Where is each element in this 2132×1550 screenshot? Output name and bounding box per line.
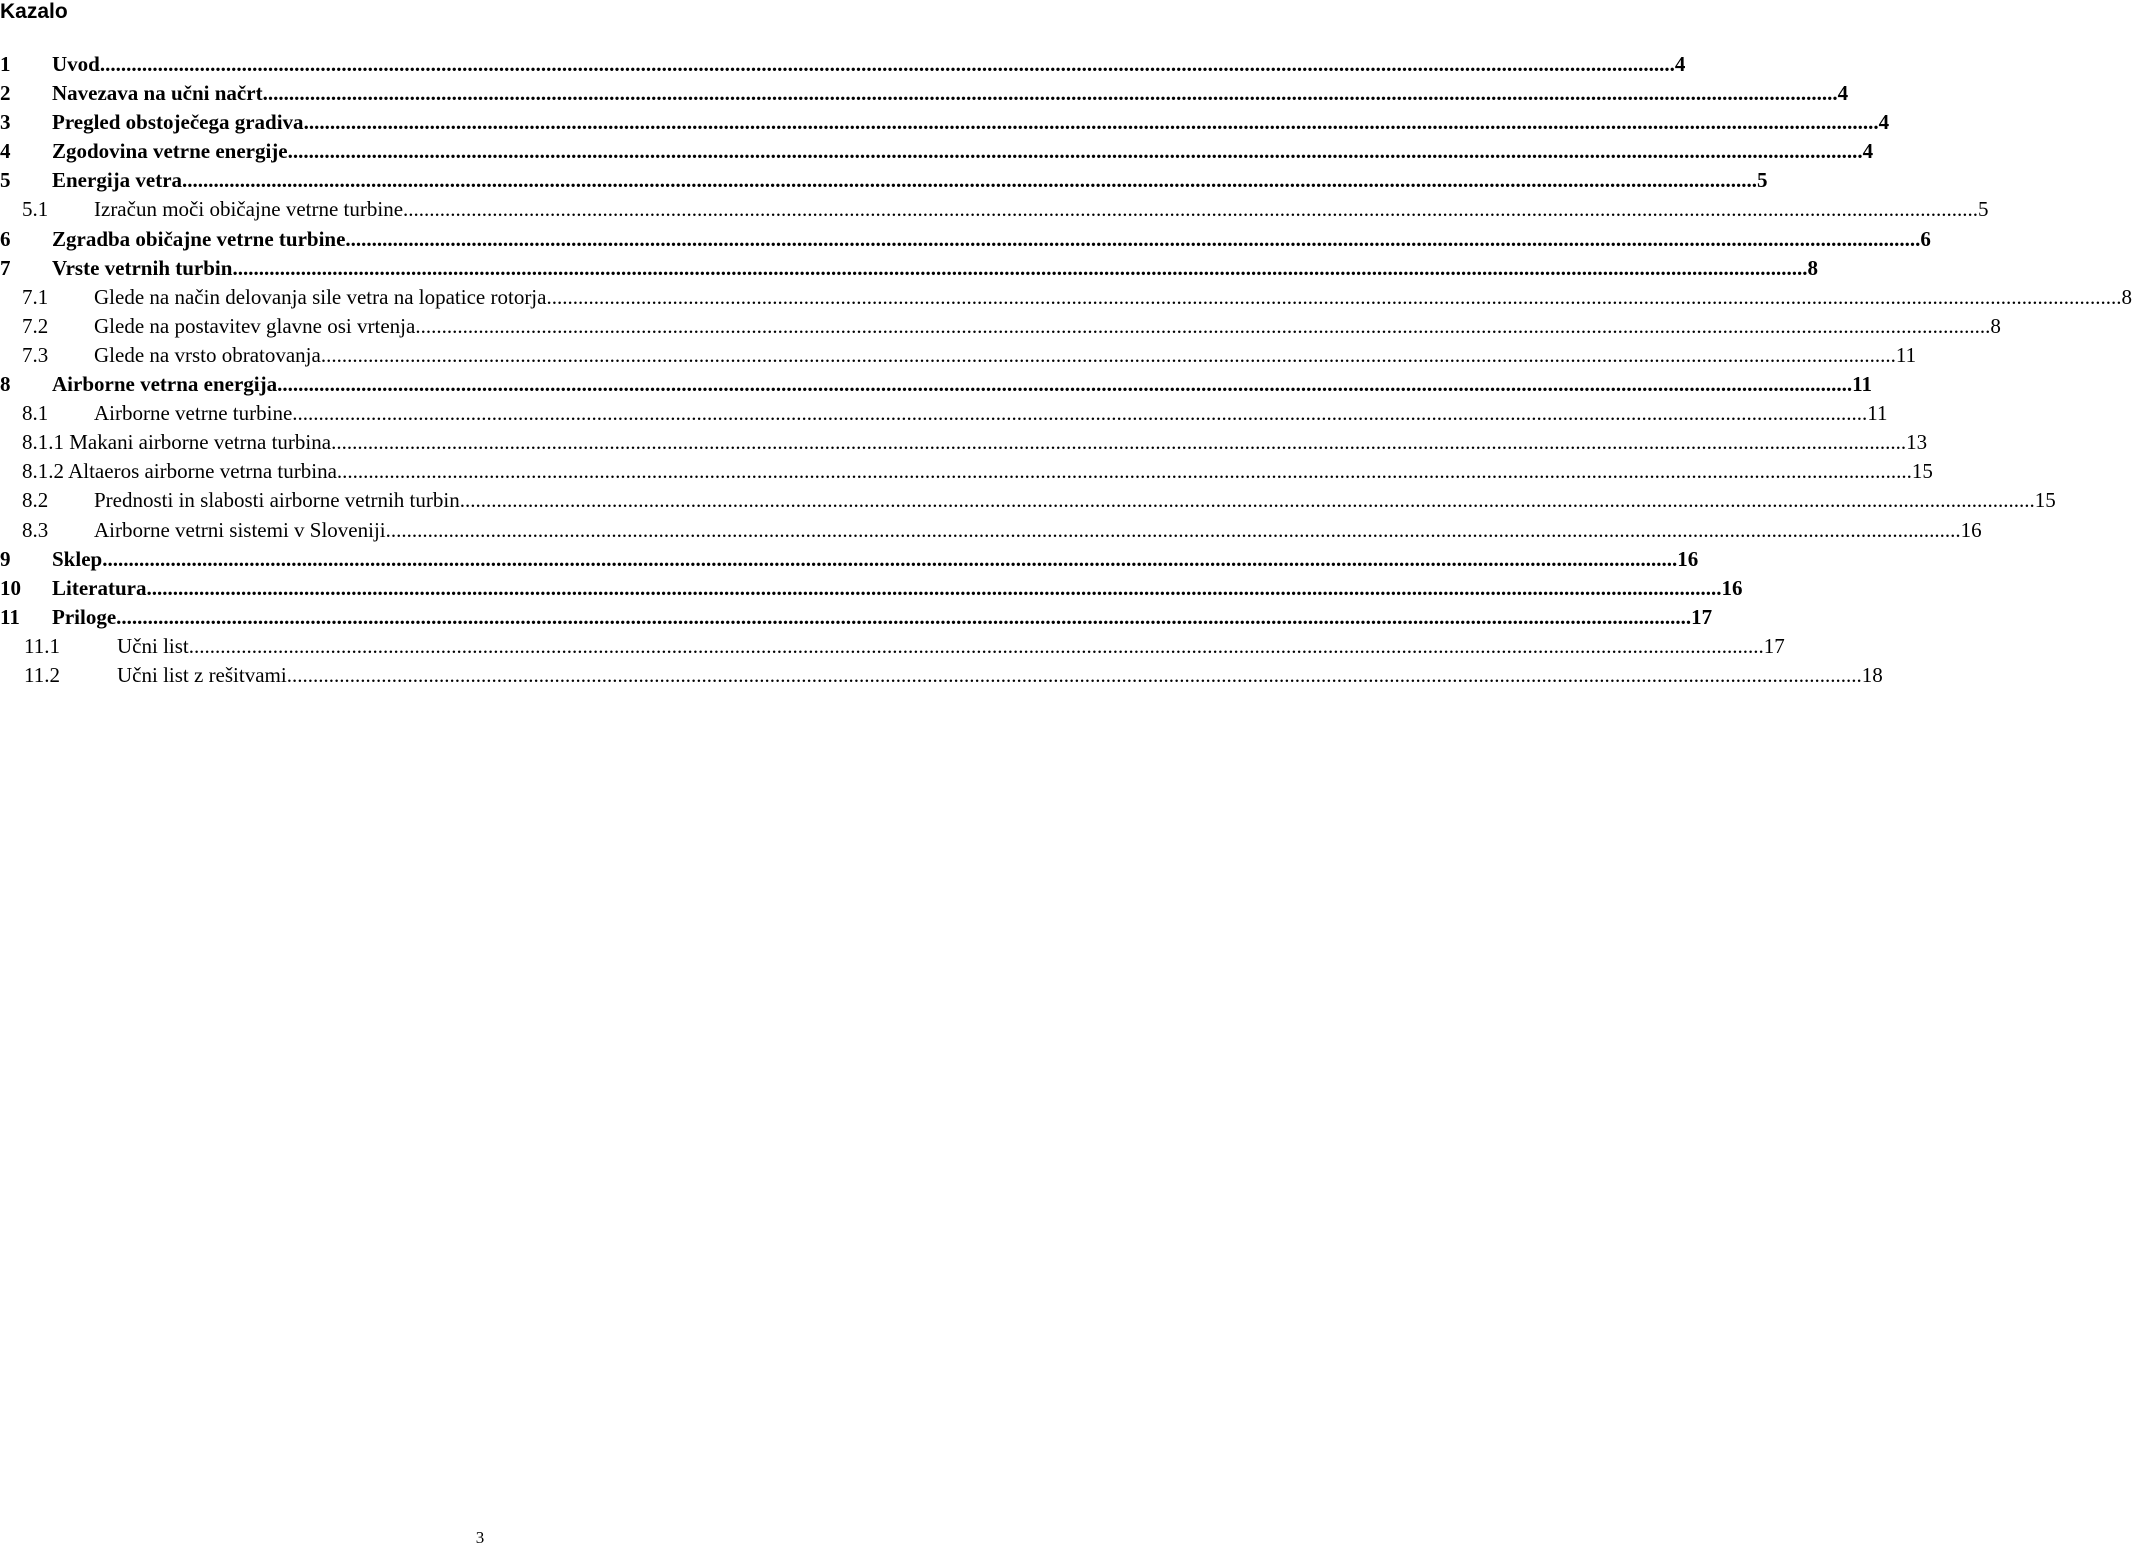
toc-entry[interactable]: [0, 225, 1931, 254]
toc-entry-page: 4: [1878, 110, 1890, 135]
toc-entry-label: Pregled obstoječega gradiva: [52, 110, 304, 135]
toc-entry-page: 16: [1721, 575, 1743, 600]
toc-entry-label: Altaeros airborne vetrna turbina: [68, 459, 337, 484]
dot-leader: [386, 516, 1961, 545]
dot-leader: [287, 661, 1862, 690]
dot-leader: [292, 399, 1867, 428]
toc-entry-number: 9: [0, 546, 11, 571]
toc-entry-number: 8.1: [22, 401, 49, 426]
dot-leader: [415, 312, 1990, 341]
dot-leader: [263, 79, 1838, 108]
toc-entry-number: 5: [0, 168, 11, 193]
toc-entry-page: 15: [1911, 459, 1933, 484]
toc-entry[interactable]: [0, 341, 1917, 370]
toc-entry-number: 8: [0, 372, 11, 397]
toc-entry-page: 11: [1895, 342, 1917, 367]
dot-leader: [277, 370, 1852, 399]
toc-entry-page: 17: [1763, 633, 1785, 658]
toc-entry-label: Airborne vetrne turbine: [94, 401, 293, 426]
dot-leader: [232, 254, 1807, 283]
dot-leader: [345, 225, 1920, 254]
dot-leader: [460, 486, 2035, 515]
toc-entry-number: 8.2: [22, 488, 49, 513]
dot-leader: [337, 457, 1912, 486]
toc-entry[interactable]: [0, 428, 1928, 457]
toc-entry-label: Učni list z rešitvami: [117, 662, 287, 687]
toc-entry-label: Izračun moči običajne vetrne turbine: [94, 197, 404, 222]
toc-entry-label: Glede na vrsto obratovanja: [94, 342, 321, 367]
table-of-contents: [0, 50, 2132, 690]
dot-leader: [100, 50, 1675, 79]
dot-leader: [116, 603, 1691, 632]
toc-entry[interactable]: [0, 137, 1874, 166]
toc-entry-page: 16: [1960, 517, 1982, 542]
dot-leader: [331, 428, 1906, 457]
toc-entry-label: Literatura: [52, 575, 147, 600]
toc-entry-number: 6: [0, 226, 11, 251]
toc-entry-number: 3: [0, 110, 11, 135]
toc-entry-number: 4: [0, 139, 11, 164]
toc-entry-page: 8: [2121, 284, 2132, 309]
dot-leader: [321, 341, 1896, 370]
toc-entry[interactable]: [0, 370, 1872, 399]
toc-entry-number: 7.1: [22, 284, 49, 309]
toc-entry[interactable]: [0, 108, 1890, 137]
toc-entry-number: 5.1: [22, 197, 49, 222]
toc-entry-number: 11.2: [24, 662, 60, 687]
toc-entry-page: 6: [1920, 226, 1931, 251]
toc-entry-label: Sklep: [52, 546, 103, 571]
toc-entry[interactable]: [0, 312, 2001, 341]
toc-entry[interactable]: [0, 399, 1888, 428]
toc-entry-label: Priloge: [52, 604, 117, 629]
toc-entry-page: 8: [1807, 255, 1818, 280]
toc-entry-number: 11.1: [24, 633, 60, 658]
toc-entry-number: 2: [0, 81, 11, 106]
toc-entry[interactable]: [0, 166, 1768, 195]
page-title: Kazalo: [0, 0, 68, 23]
dot-leader: [189, 632, 1764, 661]
toc-entry-label: Navezava na učni načrt: [52, 81, 263, 106]
toc-entry-label: Airborne vetrna energija: [52, 372, 278, 397]
toc-entry[interactable]: [0, 195, 1989, 224]
toc-entry-label: Airborne vetrni sistemi v Sloveniji: [94, 517, 386, 542]
toc-entry-label: Glede na način delovanja sile vetra na lopatice rotorja: [94, 284, 547, 309]
toc-entry-page: 11: [1852, 372, 1872, 397]
toc-entry[interactable]: [0, 661, 1883, 690]
toc-entry[interactable]: [0, 632, 1785, 661]
toc-entry-page: 5: [1978, 197, 1989, 222]
dot-leader: [288, 137, 1863, 166]
toc-entry[interactable]: [0, 457, 1933, 486]
toc-entry[interactable]: [0, 486, 2056, 515]
toc-entry-label: Učni list: [117, 633, 189, 658]
toc-entry-number: 11: [0, 604, 20, 629]
toc-entry[interactable]: [0, 79, 1849, 108]
toc-entry-label: Glede na postavitev glavne osi vrtenja: [94, 313, 416, 338]
toc-entry-label: Prednosti in slabosti airborne vetrnih turbin: [94, 488, 460, 513]
toc-entry[interactable]: [0, 50, 1686, 79]
toc-entry-page: 18: [1861, 662, 1883, 687]
toc-entry-number: 7.2: [22, 313, 49, 338]
dot-leader: [182, 166, 1757, 195]
dot-leader: [403, 195, 1978, 224]
page-number: 3: [475, 1528, 485, 1547]
toc-entry-page: 16: [1677, 546, 1699, 571]
dot-leader: [304, 108, 1879, 137]
toc-entry-number: 8.1.2: [22, 459, 64, 484]
toc-entry[interactable]: [0, 254, 1818, 283]
toc-entry-label: Makani airborne vetrna turbina: [69, 430, 332, 455]
toc-entry-number: 8.3: [22, 517, 49, 542]
toc-entry-number: 8.1.1: [22, 430, 64, 455]
dot-leader: [146, 574, 1721, 603]
toc-entry[interactable]: [0, 545, 1699, 574]
toc-entry-page: 5: [1757, 168, 1768, 193]
toc-entry-label: Zgodovina vetrne energije: [52, 139, 288, 164]
toc-entry-page: 8: [1990, 313, 2001, 338]
toc-entry[interactable]: [0, 283, 2132, 312]
toc-entry-label: Uvod: [52, 52, 100, 76]
toc-entry-page: 17: [1691, 604, 1713, 629]
toc-entry-number: 7: [0, 255, 11, 280]
toc-entry-page: 4: [1862, 139, 1874, 164]
toc-entry-page: 13: [1906, 430, 1928, 455]
toc-entry-page: 15: [2034, 488, 2056, 513]
toc-entry-page: 11: [1867, 401, 1888, 426]
toc-entry-number: 1: [0, 52, 11, 76]
toc-entry-label: Zgradba običajne vetrne turbine: [52, 226, 346, 251]
toc-entry[interactable]: [0, 574, 1743, 603]
toc-entry-number: 10: [0, 575, 21, 600]
toc-entry-number: 7.3: [22, 342, 49, 367]
toc-entry-page: 4: [1674, 52, 1686, 76]
dot-leader: [546, 283, 2121, 312]
dot-leader: [102, 545, 1677, 574]
toc-entry-label: Energija vetra: [52, 168, 183, 193]
toc-entry[interactable]: [0, 603, 1713, 632]
toc-entry-label: Vrste vetrnih turbin: [52, 255, 233, 280]
toc-entry[interactable]: [0, 516, 1982, 545]
toc-entry-page: 4: [1837, 81, 1849, 106]
